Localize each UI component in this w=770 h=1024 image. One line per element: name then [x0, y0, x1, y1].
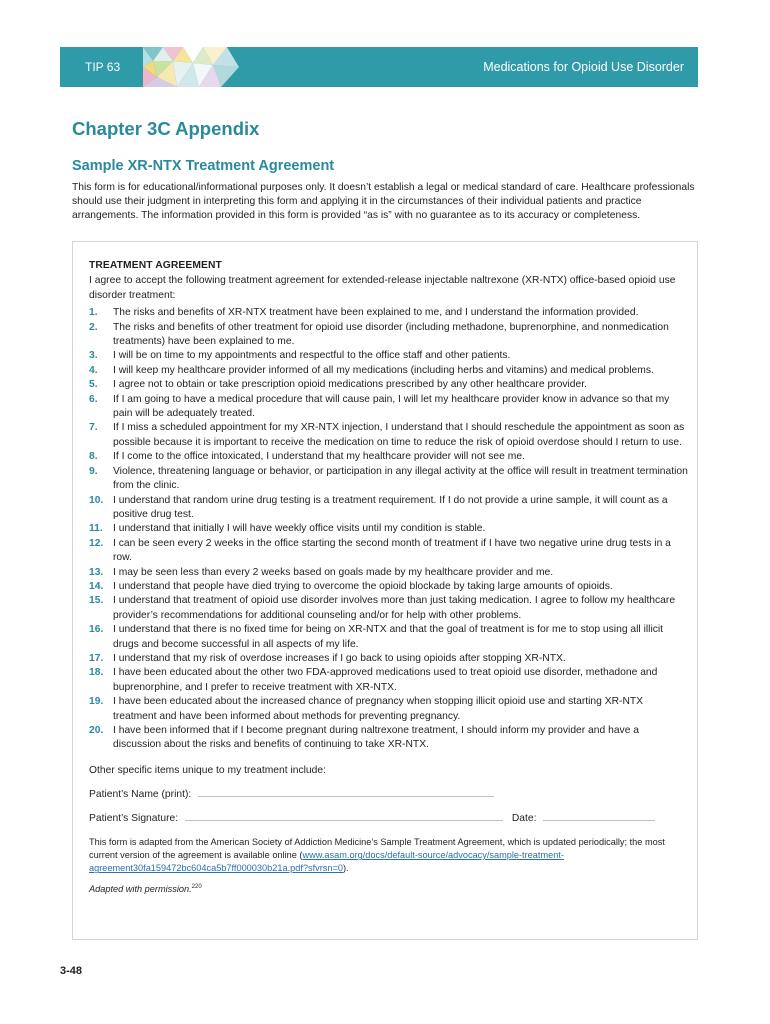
agreement-item: [89, 364, 689, 378]
item-text: I understand that my risk of overdose increases if I go back to using opioids after stopping XR-NTX.: [113, 652, 566, 664]
item-text: I understand that random urine drug testing is a treatment requirement. If I do not provide a urine sample, it will count as a positive drug test.: [113, 494, 668, 520]
item-number: 4.: [89, 364, 98, 376]
date-field[interactable]: [543, 809, 655, 821]
item-number: 6.: [89, 393, 98, 405]
item-number: 8.: [89, 451, 98, 463]
agreement-item: [89, 450, 689, 464]
item-number: 2.: [89, 321, 98, 333]
adapted-note: [89, 880, 689, 896]
patient-signature-label: Patient’s Signature:: [89, 813, 179, 825]
header-mosaic-graphic: [143, 47, 261, 87]
item-text: The risks and benefits of XR-NTX treatment have been explained to me, and I understand the information provided.: [113, 307, 639, 319]
agreement-item: [89, 494, 689, 523]
item-text: I understand that treatment of opioid use disorder involves more than just taking medication. I agree to follow my healthcare provider’s recommendations for additional counseling and/or for help with other problems.: [113, 595, 676, 621]
item-number: 3.: [89, 350, 98, 362]
agreement-lead: I agree to accept the following treatment agreement for extended-release injectable naltrexone (XR-NTX) office-based opioid use disorder treatment:: [89, 275, 676, 301]
source-note-end: ).: [342, 863, 349, 874]
item-text: Violence, threatening language or behavior, or participation in any illegal activity at the office will result in treatment termination from the clinic.: [113, 465, 688, 492]
patient-name-field[interactable]: [198, 785, 494, 797]
item-text: I will keep my healthcare provider informed of all my medications (including herbs and vitamins) and medical problems.: [113, 364, 654, 376]
item-text: I have been educated about the other two FDA-approved medications used to treat opioid use disorder, methadone and buprenorphine, and I prefer to receive treatment with XR-NTX.: [113, 667, 658, 693]
item-number: 17.: [89, 652, 104, 664]
item-number: 13.: [89, 566, 104, 578]
item-number: 1.: [89, 307, 98, 319]
agreement-item: [89, 695, 689, 724]
header-title: Medications for Opioid Use Disorder: [483, 60, 684, 74]
patient-name-row: [89, 785, 689, 800]
patient-signature-field[interactable]: [185, 809, 503, 821]
item-number: 19.: [89, 696, 104, 708]
chapter-title: Chapter 3C Appendix: [72, 118, 260, 139]
agreement-box: [72, 241, 698, 940]
item-text: The risks and benefits of other treatment for opioid use disorder (including methadone, buprenorphine, and nonmedication treatments) have been explained to me.: [113, 321, 669, 348]
agreement-item: [89, 580, 689, 594]
item-text: I have been informed that if I become pregnant during naltrexone treatment, I should inform my provider and have a discussion about the risks and benefits of continuing to take XR-NTX.: [113, 725, 640, 751]
item-text: If I am going to have a medical procedure that will cause pain, I will let my healthcare provider know in advance so that my pain will be adequately treated.: [113, 393, 670, 420]
agreement-item: [89, 566, 689, 580]
item-text: I understand that initially I will have weekly office visits until my condition is stable.: [113, 523, 486, 535]
tip-label: TIP 63: [85, 60, 121, 74]
item-number: 20.: [89, 725, 104, 736]
item-text: I will be on time to my appointments and respectful to the office staff and other patients.: [113, 350, 511, 362]
item-number: 7.: [89, 422, 98, 434]
agreement-list: [89, 306, 689, 753]
item-number: 5.: [89, 379, 98, 391]
item-text: If I come to the office intoxicated, I understand that my healthcare provider will not see me.: [113, 451, 525, 463]
agreement-item: [89, 623, 689, 652]
agreement-item: [89, 465, 689, 494]
agreement-item: [89, 594, 689, 623]
item-text: I understand that there is no fixed time for being on XR-NTX and that the goal of treatment is for me to stop using all illicit drugs and become successful in all aspects of my life.: [113, 624, 664, 650]
date-label: Date:: [511, 813, 537, 825]
agreement-item: [89, 421, 689, 450]
item-text: I understand that people have died trying to overcome the opioid blockade by taking large amounts of opioids.: [113, 580, 613, 592]
other-items-label: Other specific items unique to my treatment include:: [89, 764, 326, 776]
agreement-item: [89, 652, 689, 666]
agreement-item: [89, 666, 689, 695]
agreement-item: [89, 393, 689, 422]
source-note: [89, 836, 689, 875]
item-number: 9.: [89, 465, 98, 477]
item-number: 18.: [89, 667, 104, 679]
asam-link[interactable]: www.asam.org/docs/default-source/advocacy/sample-treatment-agreement30fa159472bc604ca5b7ff000030b21a.pdf?sfvrsn=0: [89, 850, 564, 874]
patient-name-label: Patient’s Name (print):: [89, 789, 192, 801]
item-text: If I miss a scheduled appointment for my XR-NTX injection, I understand that I should reschedule the appointment as soon as possible because it is important to receive the medication on time to reduce the risk of opioid overdose should I return to use.: [113, 422, 685, 448]
item-number: 10.: [89, 494, 104, 506]
item-text: I agree not to obtain or take prescription opioid medications prescribed by any other healthcare provider.: [113, 379, 587, 391]
intro-paragraph: This form is for educational/informational purposes only. It doesn’t establish a legal or medical standard of care. Healthcare professionals should use their judgment in interpreting this form and applying it in the circumstances of their individual patients and practice arrangements. The information provided in this form is provided “as is” with no guarantee as to its accuracy or completeness.: [72, 182, 695, 222]
agreement-item: [89, 306, 689, 320]
agreement-item: [89, 378, 689, 392]
item-text: I may be seen less than every 2 weeks based on goals made by my healthcare provider and me.: [113, 566, 554, 578]
agreement-item: [89, 537, 689, 566]
patient-signature-row: [89, 809, 689, 824]
item-number: 12.: [89, 537, 104, 549]
item-number: 14.: [89, 580, 104, 592]
section-title: Sample XR-NTX Treatment Agreement: [72, 158, 335, 174]
agreement-title: TREATMENT AGREEMENT: [89, 260, 222, 271]
item-text: I have been educated about the increased chance of pregnancy when stopping illicit opioid use and starting XR-NTX treatment and have been informed about methods for preventing pregnancy.: [113, 696, 644, 722]
page-header: [60, 47, 698, 87]
item-number: 15.: [89, 595, 104, 607]
source-note-text: This form is adapted from the American Society of Addiction Medicine’s Sample Treatment Agreement, which is updated periodically; the most current version of the agreement is available online (: [89, 837, 665, 861]
agreement-item: [89, 724, 689, 753]
agreement-item: [89, 522, 689, 536]
agreement-item: [89, 349, 689, 363]
item-number: 11.: [89, 523, 103, 535]
item-text: I can be seen every 2 weeks in the office starting the second month of treatment if I have two negative urine drug tests in a row.: [113, 537, 671, 564]
item-number: 16.: [89, 624, 104, 636]
agreement-item: [89, 321, 689, 350]
adapted-text: Adapted with permission.: [89, 884, 192, 895]
page-number: 3-48: [60, 965, 83, 977]
reference-number: 220: [191, 884, 202, 891]
